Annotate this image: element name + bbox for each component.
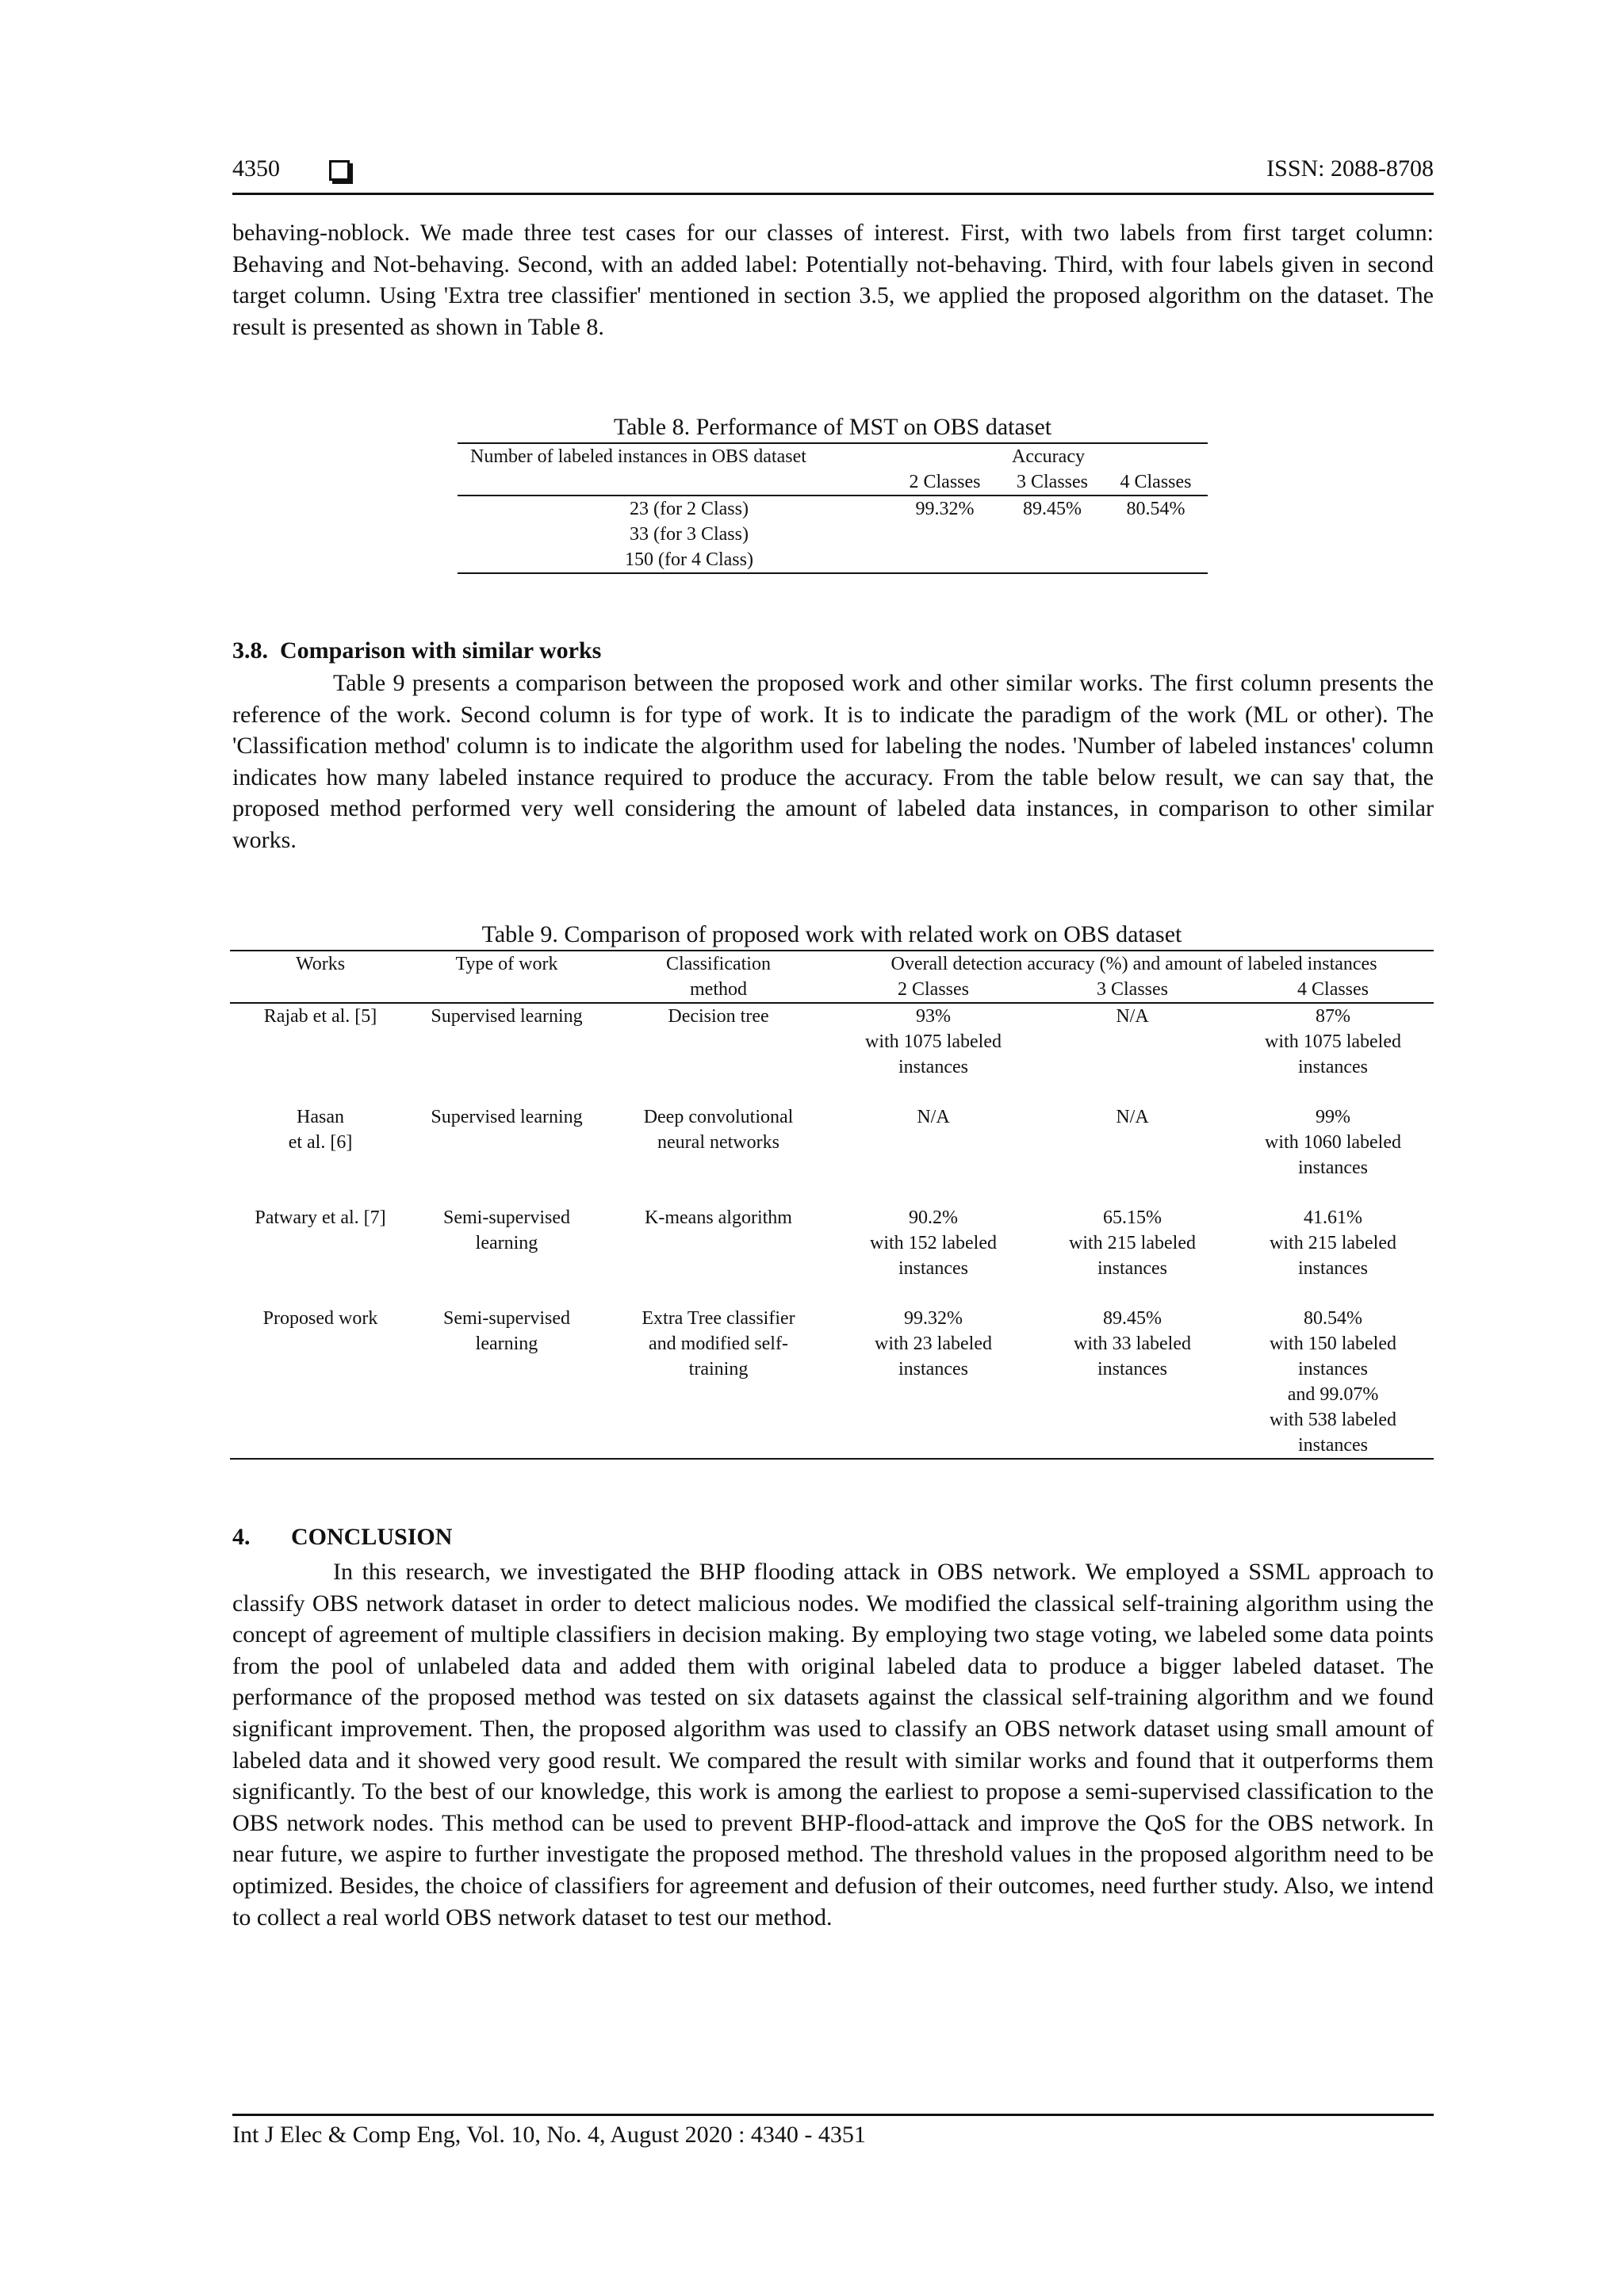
table-9-cell: 89.45% with 33 labeled instances	[1032, 1306, 1232, 1459]
table-9-col-method: Classification method	[603, 951, 834, 1003]
conclusion-title: CONCLUSION	[291, 1524, 453, 1550]
table-8-instances: 23 (for 2 Class) 33 (for 3 Class) 150 (for 4 Class)	[458, 496, 889, 573]
table-row	[230, 1003, 1434, 1104]
table-9-cell: 90.2% with 152 labeled instances	[870, 1207, 997, 1279]
table-8-acc-4: 80.54%	[1104, 496, 1208, 573]
table-9-cell: 41.61% with 215 labeled instances	[1270, 1207, 1396, 1279]
checkbox-square-icon	[329, 160, 350, 181]
footer-citation: Int J Elec & Comp Eng, Vol. 10, No. 4, August 2020 : 4340 - 4351	[232, 2122, 866, 2148]
table-9-col-overall: Overall detection accuracy (%) and amount of labeled instances	[834, 951, 1434, 977]
table-9-cell: Proposed work	[230, 1306, 411, 1459]
header-rule	[232, 193, 1434, 195]
table-9-grid	[230, 950, 1434, 1460]
table-8-accuracy-header: Accuracy	[889, 443, 1208, 469]
table-9-cell: 99% with 1060 labeled instances	[1265, 1107, 1401, 1178]
table-8	[458, 412, 1208, 574]
table-row	[230, 1306, 1434, 1459]
table-8-caption: Table 8. Performance of MST on OBS dataset	[613, 414, 1052, 440]
table-8-col-3-classes: 3 Classes	[1001, 469, 1104, 496]
table-9	[230, 920, 1434, 1460]
intro-paragraph: behaving-noblock. We made three test cases for our classes of interest. First, with two labels from first target column: Behaving and Not-behaving. Second, with an added label: Potentially not-behaving. Third, with four labels given in second target column. Using 'Extra tree classifier' mentioned in section 3.5, we applied the proposed algorithm on the dataset. The result is presented as shown in Table 8.	[232, 220, 1434, 340]
table-8-acc-3: 89.45%	[1001, 496, 1104, 573]
table-9-cell: Supervised learning	[431, 1107, 583, 1127]
table-9-cell: Deep convolutional neural networks	[643, 1107, 794, 1153]
table-9-cell: 93% with 1075 labeled instances	[865, 1006, 1002, 1077]
table-9-col-4-classes: 4 Classes	[1232, 977, 1434, 1003]
table-9-cell: Extra Tree classifier and modified self- training	[603, 1306, 834, 1459]
table-row	[230, 1104, 1434, 1205]
table-9-cell: Supervised learning	[431, 1006, 583, 1027]
section-3-8-paragraph: Table 9 presents a comparison between the proposed work and other similar works. The first column presents the reference of the work. Second column is for type of work. It is to indicate the paradigm of the work (ML or other). The 'Classification method' column is to indicate the algorithm used for labeling the nodes. 'Number of labeled instances' column indicates how many labeled instance required to produce the accuracy. From the table below result, we can say that, the proposed method performed very well considering the amount of labeled data instances, in comparison to other similar works.	[232, 670, 1434, 853]
conclusion-paragraph: In this research, we investigated the BHP flooding attack in OBS network. We employed a SSML approach to classify OBS network dataset in order to detect malicious nodes. We modified the classical self-training algorithm using the concept of agreement of multiple classifiers in decision making. By employing two stage voting, we labeled some data points from the pool of unlabeled data and added them with original labeled data to produce a bigger labeled dataset. The performance of the proposed method was tested on six datasets against the classical self-training algorithm and we found significant improvement. Then, the proposed algorithm was used to classify an OBS network dataset using small amount of labeled data and it showed very good result. We compared the result with similar works and found that it outperforms them significantly. To the best of our knowledge, this work is among the earliest to propose a semi-supervised classification to the OBS network nodes. This method can be used to prevent BHP-flood-attack and improve the QoS for the OBS network. In near future, we aspire to further investigate the proposed method. The threshold values in the proposed algorithm need to be optimized. Besides, the choice of classifiers for agreement and defusion of their outcomes, need further study. Also, we intend to collect a real world OBS network dataset to test our method.	[232, 1559, 1434, 1931]
conclusion-heading	[232, 1524, 452, 1551]
conclusion-number: 4.	[232, 1524, 251, 1550]
page-number: 4350	[232, 155, 280, 182]
table-9-cell: Semi-supervised learning	[411, 1306, 603, 1459]
table-9-cell: Patwary et al. [7]	[255, 1207, 386, 1228]
table-9-caption: Table 9. Comparison of proposed work with related work on OBS dataset	[481, 921, 1182, 947]
table-9-col-type: Type of work	[411, 951, 603, 977]
footer-rule	[232, 2114, 1434, 2116]
section-3-8-heading: 3.8. Comparison with similar works	[232, 637, 602, 664]
page-header	[232, 155, 1434, 193]
table-9-cell: K-means algorithm	[645, 1207, 792, 1228]
table-9-cell: 65.15% with 215 labeled instances	[1069, 1207, 1196, 1279]
table-9-cell: Hasan et al. [6]	[288, 1107, 353, 1153]
table-9-cell: Semi-supervised learning	[443, 1207, 570, 1253]
table-8-col-4-classes: 4 Classes	[1104, 469, 1208, 496]
table-9-cell: 80.54% with 150 labeled instances and 99.07% with 538 labeled instances	[1232, 1306, 1434, 1459]
table-9-col-3-classes: 3 Classes	[1032, 977, 1232, 1003]
issn: ISSN: 2088-8708	[1266, 155, 1434, 182]
table-row	[230, 1205, 1434, 1306]
table-8-col-2-classes: 2 Classes	[889, 469, 1001, 496]
table-8-col-instances: Number of labeled instances in OBS dataset	[458, 443, 889, 469]
table-9-cell: N/A	[1116, 1107, 1149, 1127]
table-9-cell: N/A	[917, 1107, 950, 1127]
table-9-cell: 99.32% with 23 labeled instances	[834, 1306, 1032, 1459]
table-9-cell: 87% with 1075 labeled instances	[1265, 1006, 1401, 1077]
table-9-col-works: Works	[230, 951, 411, 977]
table-9-cell: Rajab et al. [5]	[263, 1006, 377, 1027]
table-9-cell: Decision tree	[668, 1006, 769, 1027]
table-9-col-2-classes: 2 Classes	[834, 977, 1032, 1003]
table-8-grid	[458, 442, 1208, 574]
table-8-acc-2: 99.32%	[889, 496, 1001, 573]
table-9-cell: N/A	[1116, 1006, 1149, 1027]
table-row	[458, 496, 1208, 573]
